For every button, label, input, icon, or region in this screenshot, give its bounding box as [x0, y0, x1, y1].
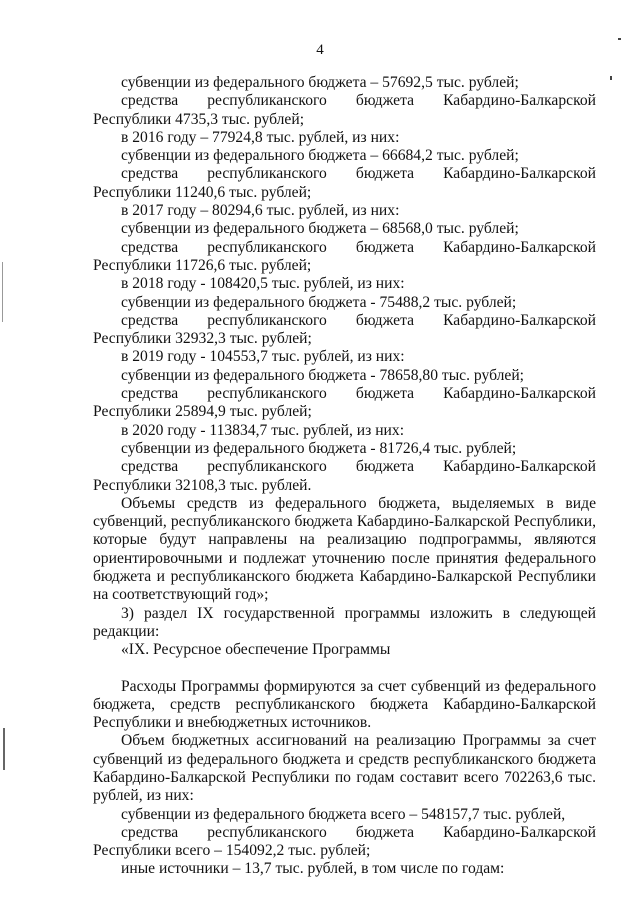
section-paragraph: Объем бюджетных ассигнований на реализацию Программы за счет субвенций из федерального бюджета и средств республиканского бюджета Кабардино-Балкарской Республики по годам составит всего 702263,6 тыс. рублей, из них: — [93, 732, 596, 805]
scan-mark-left-2 — [3, 728, 5, 770]
paragraph: субвенции из федерального бюджета - 75488,2 тыс. рублей; — [121, 293, 517, 311]
paragraph: средства республиканского бюджета Кабардино-Балкарской Республики 11240,6 тыс. рублей; — [93, 165, 596, 201]
paragraph: субвенции из федерального бюджета - 78658,80 тыс. рублей; — [121, 366, 525, 384]
paragraph: субвенции из федерального бюджета – 66684,2 тыс. рублей; — [121, 147, 519, 165]
paragraph: средства республиканского бюджета Кабардино-Балкарской Республики 25894,9 тыс. рублей; — [93, 385, 596, 421]
paragraph: 3) раздел IX государственной программы изложить в следующей редакции: — [93, 604, 596, 640]
paragraph: субвенции из федерального бюджета – 57692,5 тыс. рублей; — [121, 74, 519, 91]
section-paragraph: Расходы Программы формируются за счет субвенций из федерального бюджета, средств республиканского бюджета Кабардино-Балкарской Республики и внебюджетных источников. — [93, 677, 596, 732]
paragraph: средства республиканского бюджета Кабардино-Балкарской Республики 32108,3 тыс. рублей. — [93, 458, 596, 494]
paragraph: в 2020 году - 113834,7 тыс. рублей, из них: — [121, 421, 405, 439]
paragraph: средства республиканского бюджета Кабардино-Балкарской Республики 4735,3 тыс. рублей; — [93, 92, 596, 128]
scan-mark-left-1 — [2, 262, 3, 322]
paragraph: средства республиканского бюджета Кабардино-Балкарской Республики 11726,6 тыс. рублей; — [93, 238, 596, 274]
paragraph: в 2016 году – 77924,8 тыс. рублей, из них: — [121, 128, 400, 146]
paragraph: в 2018 году - 108420,5 тыс. рублей, из них: — [121, 275, 405, 293]
section-heading: «IX. Ресурсное обеспечение Программы — [121, 641, 391, 659]
section-paragraph: средства республиканского бюджета Кабардино-Балкарской Республики всего – 154092,2 тыс. рублей; — [93, 823, 596, 860]
paragraph: в 2019 году - 104553,7 тыс. рублей, из них: — [121, 348, 405, 366]
paragraph: средства республиканского бюджета Кабардино-Балкарской Республики 32932,3 тыс. рублей; — [93, 311, 596, 348]
document-body — [93, 74, 596, 879]
scan-mark-top-right — [618, 38, 621, 40]
page-number: 4 — [316, 42, 324, 58]
paragraph: Объемы средств из федерального бюджета, выделяемых в виде субвенций, республиканского бюджета Кабардино-Балкарской Республики, которые будут направлены на реализацию подпрограммы, являются ориентировочными и подлежат уточнению после принятия федерального бюджета и республиканского бюджета Кабардино-Балкарской Республики на соответствующий год»; — [93, 494, 596, 604]
paragraph: субвенции из федерального бюджета – 68568,0 тыс. рублей; — [121, 220, 519, 238]
paragraph: субвенции из федерального бюджета - 81726,4 тыс. рублей; — [121, 439, 517, 457]
section-paragraph: субвенции из федерального бюджета всего – 548157,7 тыс. рублей, — [121, 805, 566, 823]
paragraph: в 2017 году – 80294,6 тыс. рублей, из них: — [121, 202, 400, 220]
scan-mark-right — [610, 76, 612, 80]
section-paragraph: иные источники – 13,7 тыс. рублей, в том числе по годам: — [121, 860, 505, 878]
